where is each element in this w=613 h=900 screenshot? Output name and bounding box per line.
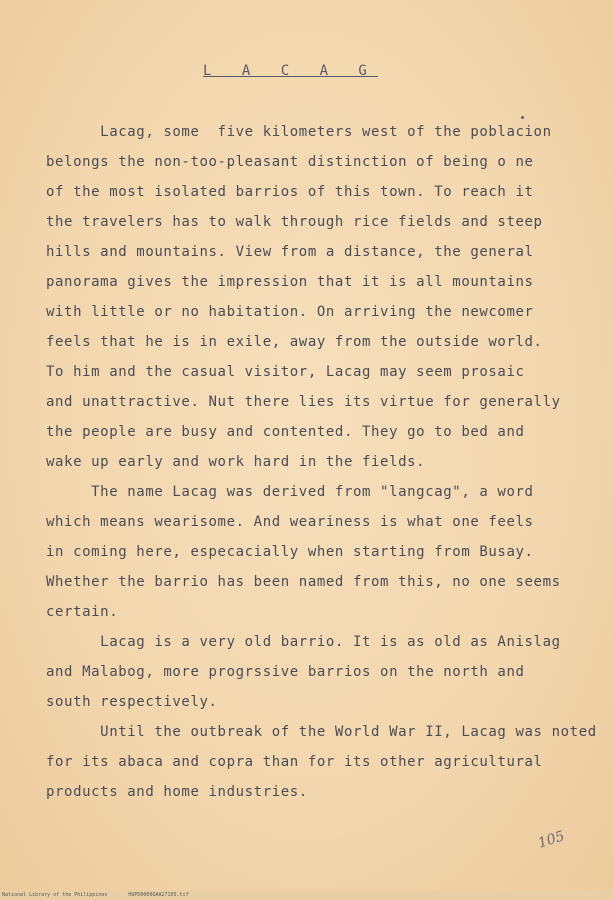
- text-line: products and home industries.: [46, 784, 308, 800]
- text-line: Whether the barrio has been named from this, no one seems: [46, 574, 561, 590]
- text-line: To him and the casual visitor, Lacag may seem prosaic: [46, 364, 525, 380]
- page-title: L A C A G: [203, 63, 378, 79]
- text-line: Lacag, some five kilometers west of the poblacion: [46, 124, 552, 140]
- text-line: and Malabog, more progrssive barrios on the north and: [46, 664, 525, 680]
- text-line: hills and mountains. View from a distance, the general: [46, 244, 534, 260]
- scan-footer: [0, 890, 613, 900]
- footer-library: National Library of the Philippines: [2, 892, 108, 898]
- text-line: wake up early and work hard in the fields.: [46, 454, 426, 470]
- footer-file-id: HUPD0000UAA27105.tif: [128, 892, 189, 898]
- text-line: the people are busy and contented. They go to bed and: [46, 424, 525, 440]
- text-line: for its abaca and copra than for its other agricultural: [46, 754, 543, 770]
- text-line: the travelers has to walk through rice fields and steep: [46, 214, 543, 230]
- text-line: south respectively.: [46, 694, 218, 710]
- text-line: Lacag is a very old barrio. It is as old as Anislag: [46, 634, 561, 650]
- text-line: Until the outbreak of the World War II, Lacag was noted: [46, 724, 597, 740]
- text-line: with little or no habitation. On arriving the newcomer: [46, 304, 534, 320]
- page-number: 105: [536, 828, 567, 852]
- text-line: of the most isolated barrios of this town. To reach it: [46, 184, 534, 200]
- ink-dot: [521, 116, 524, 119]
- text-line: which means wearisome. And weariness is what one feels: [46, 514, 534, 530]
- text-line: The name Lacag was derived from "langcag", a word: [46, 484, 534, 500]
- text-line: certain.: [46, 604, 119, 620]
- text-line: in coming here, especacially when starting from Busay.: [46, 544, 534, 560]
- text-line: belongs the non-too-pleasant distinction of being o ne: [46, 154, 534, 170]
- text-line: and unattractive. Nut there lies its virtue for generally: [46, 394, 561, 410]
- text-line: feels that he is in exile, away from the outside world.: [46, 334, 543, 350]
- text-line: panorama gives the impression that it is all mountains: [46, 274, 534, 290]
